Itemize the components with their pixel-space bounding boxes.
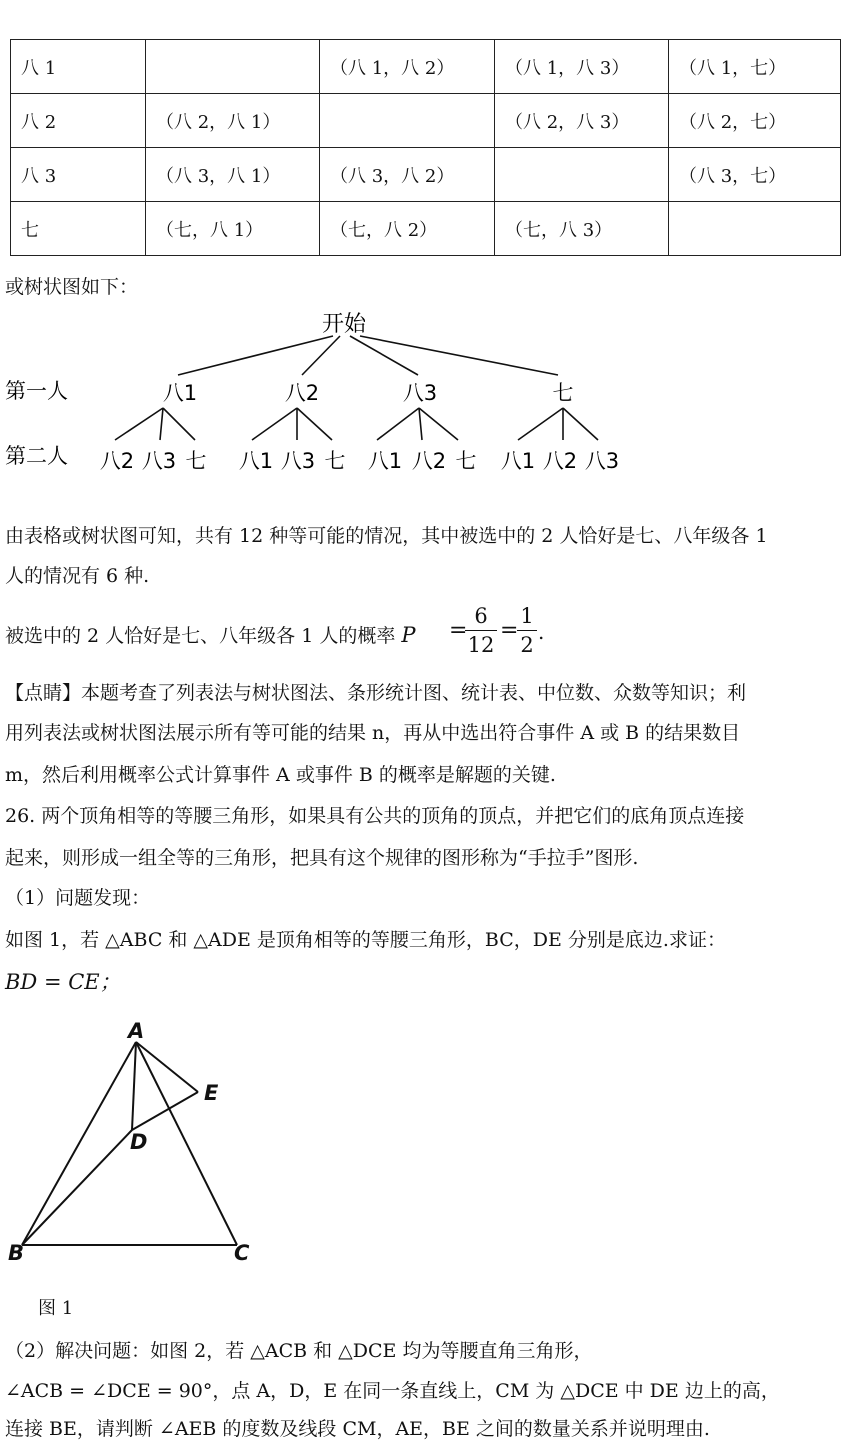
label-E: E: [204, 1081, 219, 1105]
q26-line-2: 起来，则形成一组全等的三角形，把具有这个规律的图形称为“手拉手”图形.: [5, 847, 639, 869]
comment-line-2: 用列表法或树状图法展示所有等可能的结果 n，再从中选出符合事件 A 或 B 的结果数目: [5, 722, 741, 744]
table-cell: [669, 202, 841, 256]
tree-leaf: 八2: [99, 449, 135, 473]
table-row: [11, 148, 841, 202]
label-A: A: [128, 1019, 145, 1043]
table-cell: 八 3: [11, 148, 146, 202]
tree-diagram: [0, 300, 845, 490]
probability-label: 被选中的 2 人恰好是七、八年级各 1 人的概率: [5, 625, 396, 647]
tree-leaf: 七: [185, 449, 207, 473]
table-cell: （七，八 1）: [146, 202, 320, 256]
tree-leaf: 七: [455, 449, 477, 473]
label-B: B: [8, 1241, 25, 1265]
table-cell: （七，八 2）: [320, 202, 495, 256]
tree-intro: 或树状图如下：: [5, 276, 139, 298]
table-cell: 七: [11, 202, 146, 256]
tree-edge: [350, 336, 418, 375]
outcome-table: [10, 39, 841, 256]
tree-leaf: 八1: [238, 449, 274, 473]
table-cell: （八 3，八 1）: [146, 148, 320, 202]
table-cell: 八 1: [11, 40, 146, 94]
fraction-bar: [517, 630, 537, 631]
fraction-6-12: [465, 604, 497, 657]
solution-line-2: 人的情况有 6 种.: [5, 565, 150, 587]
label-D: D: [130, 1130, 148, 1154]
table-cell: （七，八 3）: [495, 202, 669, 256]
q26-part2-line-1: （2）解决问题：如图 2，若 △ACB 和 △DCE 均为等腰直角三角形，: [5, 1340, 593, 1362]
table-cell: （八 2，七）: [669, 94, 841, 148]
tree-leaf: 八2: [542, 449, 578, 473]
segment-AC: [136, 1042, 237, 1245]
tree-node: 八2: [284, 381, 320, 405]
table-cell: [495, 148, 669, 202]
q26-part1-line-2: BD = CE；: [5, 970, 121, 994]
table-cell: （八 1，八 2）: [320, 40, 495, 94]
table-cell: 八 2: [11, 94, 146, 148]
fraction-bar: [465, 630, 497, 631]
tree-edge: [178, 336, 333, 375]
tree-leaf: 七: [324, 449, 346, 473]
table-cell: （八 3，八 2）: [320, 148, 495, 202]
equals-sign: =: [500, 618, 519, 643]
fraction-numerator: 6: [474, 604, 488, 628]
equals-sign: =: [449, 618, 468, 643]
table-cell: （八 1，七）: [669, 40, 841, 94]
tree-edge: [360, 336, 558, 375]
label-C: C: [234, 1241, 250, 1265]
q26-part1-line-1: 如图 1，若 △ABC 和 △ADE 是顶角相等的等腰三角形，BC，DE 分别是底边.求证：: [5, 929, 726, 951]
comment-line-3: m，然后利用概率公式计算事件 A 或事件 B 的概率是解题的关键.: [5, 764, 556, 786]
probability-var: P: [401, 623, 416, 647]
table-cell: [146, 40, 320, 94]
table-row: [11, 94, 841, 148]
probability-text: [5, 622, 416, 649]
tree-edge: [297, 408, 332, 440]
fraction-denominator: 2: [520, 633, 534, 657]
segment-AE: [136, 1042, 198, 1092]
tree-level2-label: 第二人: [5, 444, 68, 468]
tree-edge: [377, 408, 419, 440]
tree-root: 开始: [321, 312, 367, 337]
table-cell: （八 2，八 3）: [495, 94, 669, 148]
fraction-1-2: [517, 604, 537, 657]
q26-part2-line-2: ∠ACB = ∠DCE = 90°，点 A，D，E 在同一条直线上，CM 为 △DCE 中 DE 边上的高，: [5, 1380, 780, 1402]
tree-leaf: 八3: [584, 449, 620, 473]
fraction-denominator: 12: [467, 633, 495, 657]
fraction-numerator: 1: [520, 604, 534, 628]
q26-line-1: 26. 两个顶角相等的等腰三角形，如果具有公共的顶角的顶点，并把它们的底角顶点连接: [5, 805, 745, 827]
segment-DE: [132, 1092, 198, 1130]
tree-node: 八3: [402, 381, 438, 405]
table-row: [11, 40, 841, 94]
comment-line-1: 【点睛】本题考查了列表法与树状图法、条形统计图、统计表、中位数、众数等知识；利: [5, 682, 747, 704]
period: .: [538, 620, 545, 644]
tree-edge: [252, 408, 297, 440]
table-cell: （八 2，八 1）: [146, 94, 320, 148]
tree-edge: [419, 408, 458, 440]
table-row: [11, 202, 841, 256]
table-cell: （八 3，七）: [669, 148, 841, 202]
segment-AD: [132, 1042, 136, 1130]
tree-leaf: 八1: [367, 449, 403, 473]
figure-1: [0, 1015, 300, 1275]
tree-leaf: 八2: [411, 449, 447, 473]
q26-part2-line-3: 连接 BE，请判断 ∠AEB 的度数及线段 CM，AE，BE 之间的数量关系并说明理由.: [5, 1418, 710, 1440]
tree-node: 八1: [162, 381, 198, 405]
q26-part1-title: （1）问题发现：: [5, 887, 151, 909]
tree-edge: [518, 408, 563, 440]
tree-node: 七: [552, 381, 574, 405]
table-cell: （八 1，八 3）: [495, 40, 669, 94]
tree-level1-label: 第一人: [5, 379, 68, 403]
table-cell: [320, 94, 495, 148]
solution-line-1: 由表格或树状图可知，共有 12 种等可能的情况，其中被选中的 2 人恰好是七、八年级各 1: [5, 525, 768, 547]
tree-edge: [563, 408, 598, 440]
figure-1-caption: 图 1: [38, 1298, 74, 1319]
tree-leaf: 八3: [141, 449, 177, 473]
tree-edge: [160, 408, 163, 440]
tree-leaf: 八1: [500, 449, 536, 473]
tree-edge: [163, 408, 195, 440]
tree-leaf: 八3: [280, 449, 316, 473]
tree-edge: [419, 408, 422, 440]
tree-edge: [115, 408, 163, 440]
